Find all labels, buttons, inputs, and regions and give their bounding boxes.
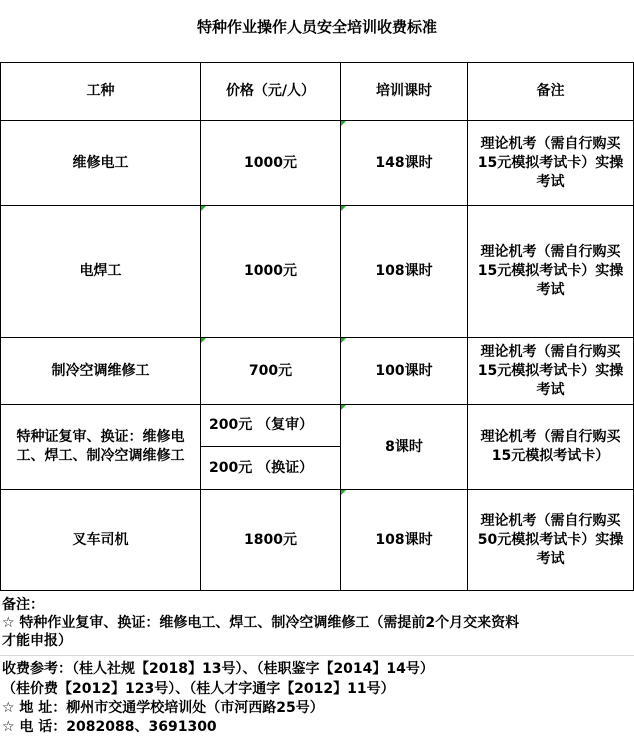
table-cell-hours: 108课时 <box>375 531 433 548</box>
divider <box>0 655 634 656</box>
fee-reference: 收费参考：（桂人社规【2018】13号）、（桂职鉴字【2014】14号） <box>2 661 434 677</box>
table-cell-note: 理论机考（需自行购买15元模拟考试卡） <box>480 429 621 464</box>
remarks-line: ☆ 特种作业复审、换证：维修电工、焊工、制冷空调维修工（需提前2个月交来资料 <box>2 615 520 631</box>
table-cell-hours: 8课时 <box>385 438 423 455</box>
table-cell-price: 1000元 <box>244 154 297 171</box>
table-cell-price: 1800元 <box>244 531 297 548</box>
page-title: 特种作业操作人员安全培训收费标准 <box>196 18 437 36</box>
table-cell-type: 维修电工 <box>72 154 129 171</box>
header-type: 工种 <box>86 83 115 99</box>
table-cell-type: 电焊工 <box>79 263 122 279</box>
header-hours: 培训课时 <box>376 83 432 99</box>
table-border-bottom <box>0 590 634 591</box>
header-price: 价格（元/人） <box>225 83 316 99</box>
fee-reference: （桂价费【2012】123号）、（桂人才字通字【2012】11号） <box>2 681 395 697</box>
table-cell-note: 理论机考（需自行购买50元模拟考试卡）实操考试 <box>477 512 624 567</box>
table-cell-price-review: 200元 （复审） <box>209 417 314 433</box>
table-cell-hours: 108课时 <box>375 263 433 279</box>
table-cell-price: 700元 <box>248 362 293 379</box>
table-cell-note: 理论机考（需自行购买15元模拟考试卡）实操考试 <box>477 135 624 190</box>
remarks-heading: 备注： <box>2 597 44 613</box>
table-cell-type: 叉车司机 <box>72 531 129 548</box>
table-cell-type: 制冷空调维修工 <box>51 362 150 379</box>
table-cell-note: 理论机考（需自行购买15元模拟考试卡）实操考试 <box>477 343 624 398</box>
remarks-line: 才能申报） <box>2 633 72 649</box>
header-note: 备注 <box>536 83 565 99</box>
table-cell-hours: 100课时 <box>375 362 433 379</box>
table-cell-note: 理论机考（需自行购买15元模拟考试卡）实操考试 <box>477 244 624 298</box>
address-line: ☆ 地 址：柳州市交通学校培训处（市河西路25号） <box>2 700 324 716</box>
table-cell-price: 1000元 <box>244 263 297 279</box>
table-cell-hours: 148课时 <box>375 154 433 171</box>
table-cell-price-renewal: 200元 （换证） <box>209 459 314 476</box>
table-cell-type: 特种证复审、换证：维修电工、焊工、制冷空调维修工 <box>16 429 185 464</box>
phone-line: ☆ 电 话：2082088、3691300 <box>2 719 217 735</box>
